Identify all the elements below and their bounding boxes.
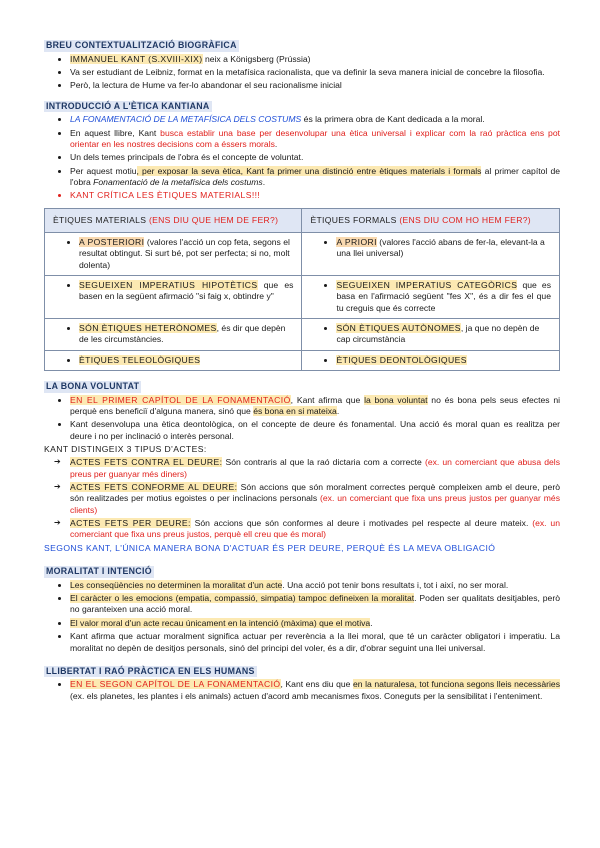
list-item: • Un dels temes principals de l'obra és el concepte de voluntat.	[70, 152, 560, 163]
list-item	[336, 280, 551, 314]
text: Són accions que són moralment correctes perquè compleixen amb el deure, però són realitzades per motius egoistes o per inclinacions personals	[70, 482, 560, 504]
text: . Una acció pot tenir bons resultats i, tot i així, no ser moral.	[282, 579, 509, 590]
table-row	[45, 350, 560, 370]
table-row	[45, 319, 560, 351]
list-item	[70, 54, 560, 65]
text: , ja que no depèn de cap circumstància	[336, 323, 540, 345]
section-title-llibertat: LLIBERTAT I RAÓ PRÀCTICA EN ELS HUMANS	[46, 665, 255, 676]
list-item: • Kant desenvolupa una ètica deontològica, on el concepte de deure és fonamental. Una acció és moral quan es realitza per deure i no per inclinació o interès personal.	[70, 419, 560, 442]
section-llibertat	[44, 666, 560, 702]
highlight: Les conseqüències no determinen la moralitat d'un acte	[70, 579, 283, 590]
bio-list	[44, 54, 560, 92]
section-moralitat	[44, 566, 560, 654]
highlight: ACTES FETS CONFORME AL DEURE:	[70, 482, 238, 493]
text: és la primera obra de Kant dedicada a la moral.	[301, 114, 485, 125]
table-cell	[302, 276, 560, 319]
table-cell	[302, 350, 560, 370]
highlight: SEGUEIXEN IMPERATIUS HIPOTÈTICS	[79, 280, 258, 291]
text: al primer capítol de l'obra	[70, 165, 561, 187]
text: que es basa en l'afirmació següent "fes X", és a dir fes el que tu creguis que és correcte	[336, 280, 551, 313]
section-title-moralitat: MORALITAT I INTENCIÓ	[46, 566, 152, 577]
table-cell	[45, 319, 302, 351]
red-text: (ex. un comerciant que fixa uns preus justos, perquè ell creu que és moral)	[70, 518, 560, 540]
table-cell	[45, 276, 302, 319]
table-cell	[45, 233, 302, 276]
llibertat-list	[44, 679, 560, 702]
text: que es basen en la següent afirmació "si faig x, obtindre y"	[79, 280, 294, 302]
highlight: ACTES FETS PER DEURE:	[70, 518, 191, 529]
table-header-material	[45, 208, 302, 232]
table-row	[45, 276, 560, 319]
text: Són accions que són conformes al deure i motivades pel respecte al deure mateix.	[190, 518, 533, 529]
intro-list	[44, 114, 560, 201]
text: ÈTIQUES MATERIALS	[53, 214, 149, 225]
table-header-row	[45, 208, 560, 232]
highlight: El caràcter o les emocions (empatia, compassió, simpatia) tampoc defineixen la moralitat	[70, 593, 415, 604]
acts-list	[44, 457, 560, 540]
text: , Kant ens diu que	[280, 679, 353, 690]
text: Per aquest motiu	[70, 165, 137, 176]
list-item	[70, 395, 560, 418]
list-item	[336, 355, 551, 366]
list-item	[79, 355, 293, 366]
distingeix-heading: KANT DISTINGEIX 3 TIPUS D'ACTES:	[44, 444, 207, 455]
ethics-comparison-table	[44, 208, 560, 371]
text: , és dir que depèn de les circumstàncies.	[79, 323, 286, 345]
list-item	[70, 593, 560, 616]
document-page	[44, 40, 560, 704]
section-title-bio: BREU CONTEXTUALITZACIÓ BIOGRÀFICA	[46, 40, 237, 50]
section-bio	[44, 40, 560, 92]
list-item	[336, 323, 551, 346]
table-cell	[302, 319, 560, 351]
text: (ex. els planetes, les plantes i els animals) actuen d'acord amb mecanismes fixos. Coneguts per la sensibilitat i l'enteniment.	[70, 690, 543, 701]
list-item: • Va ser estudiant de Leibniz, format en la metafísica racionalista, que va definir la seva manera inicial de concebre la filosofia.	[70, 67, 560, 78]
section-title-bona-voluntat: LA BONA VOLUNTAT	[46, 381, 140, 392]
red-text: (ex. un comerciant que abusa dels preus per guanyar més diners)	[70, 457, 561, 479]
text: .	[336, 406, 340, 417]
list-item	[70, 114, 560, 125]
table-cell	[302, 233, 560, 276]
table-row	[45, 233, 560, 276]
text: (valores l'acció abans de fer-la, elevant-la a una llei universal)	[336, 237, 545, 259]
conclusion-text: SEGONS KANT, L'ÚNICA MANERA BONA D'ACTUAR ÉS PER DEURE, PERQUÈ ÉS LA MEVA OBLIGACIÓ	[44, 542, 496, 553]
list-item	[79, 237, 293, 271]
list-item	[79, 280, 293, 303]
list-item	[54, 482, 560, 516]
text: .	[262, 176, 266, 187]
text: .	[274, 138, 278, 149]
red-highlight: EN EL PRIMER CAPÍTOL DE LA FONAMENTACIÓ	[70, 394, 291, 405]
section-intro	[44, 101, 560, 202]
red-text: (ENS DIU COM HO HEM FER?)	[399, 214, 531, 225]
text: ÈTIQUES FORMALS	[310, 214, 400, 225]
section-title-intro: INTRODUCCIÓ A L'ÈTICA KANTIANA	[46, 100, 210, 111]
text: (valores l'acció un cop feta, segons el resultat obtingut. Si surt bé, pot ser perfecta; si no, molt dolenta)	[79, 237, 290, 270]
highlight: SÓN ÈTIQUES HETERÒNOMES	[79, 323, 217, 334]
list-item	[336, 237, 551, 260]
moralitat-list	[44, 580, 560, 654]
book-title-blue: LA FONAMENTACIÓ DE LA METAFÍSICA DELS COSTUMS	[70, 114, 302, 125]
list-item	[54, 518, 560, 541]
list-item	[70, 580, 560, 591]
highlight: A POSTERIORI	[79, 237, 145, 247]
list-item: • Però, la lectura de Hume va fer-lo abandonar el seu racionalisme inicial	[70, 80, 560, 91]
table-header-formal	[302, 208, 560, 232]
text: neix a Königsberg (Prússia)	[202, 53, 311, 64]
section-bona-voluntat	[44, 381, 560, 554]
highlight: El valor moral d'un acte recau únicament en la intenció (màxima) que el motiva	[70, 617, 371, 628]
list-item	[54, 457, 560, 480]
list-item: • KANT CRÍTICA LES ÈTIQUES MATERIALS!!!	[70, 190, 560, 201]
highlight: ACTES FETS CONTRA EL DEURE:	[70, 457, 223, 468]
kant-name-highlight: IMMANUEL KANT (S.XVIII-XIX)	[70, 53, 203, 64]
highlight: en la naturalesa, tot funciona segons lleis necessàries	[352, 679, 560, 690]
bona-list	[44, 395, 560, 442]
text: , Kant afirma que	[290, 394, 365, 405]
red-text: busca establir una base per desenvolupar una ètica universal i explicar com la raó pràctica ens pot orientar en les nostres decisions com a éssers morals	[70, 127, 560, 149]
red-text: (ENS DIU QUE HEM DE FER?)	[148, 214, 279, 225]
book-title-italic: Fonamentació de la metafísica dels costums	[93, 176, 263, 187]
list-item	[70, 618, 560, 629]
highlight: ÈTIQUES TELEOLÒGIQUES	[79, 354, 201, 365]
highlight: SEGUEIXEN IMPERATIUS CATEGÒRICS	[336, 280, 518, 291]
text: . Poden ser qualitats desitjables, però no garanteixen una acció moral.	[70, 593, 560, 615]
red-highlight: EN EL SEGON CAPÍTOL DE LA FONAMENTACIÓ	[70, 679, 281, 690]
list-item	[79, 323, 293, 346]
text: no és bona pels seus efectes ni perquè ens beneficiï d'alguna manera, sinó que	[70, 394, 561, 417]
highlight: ÈTIQUES DEONTOLÒGIQUES	[336, 354, 467, 365]
highlight: , per exposar la seva ètica, Kant fa primer una distinció entre ètiques materials i formals	[136, 165, 482, 176]
text: En aquest llibre, Kant	[70, 127, 161, 138]
highlight: és bona en si mateixa	[253, 406, 337, 417]
list-item: • Kant afirma que actuar moralment significa actuar per reverència a la llei moral, que té un caràcter obligatori i imperatiu. La moralitat no depèn de desitjos personals, sinó del principi del voler, és a dir, d'obrar seguint una llei universal.	[70, 631, 560, 654]
text: Són contraris al que la raó dictaria com a correcte	[222, 457, 425, 468]
highlight: A PRIORI	[336, 237, 377, 247]
text: .	[370, 617, 373, 628]
highlight: la bona voluntat	[364, 394, 428, 405]
list-item	[70, 679, 560, 702]
list-item	[70, 166, 560, 189]
highlight: SÓN ÈTIQUES AUTÒNOMES	[336, 323, 461, 334]
red-text: (ex. un comerciant que fixa uns preus justos per guanyar més clients)	[70, 493, 561, 515]
list-item	[70, 128, 560, 151]
table-cell	[45, 350, 302, 370]
